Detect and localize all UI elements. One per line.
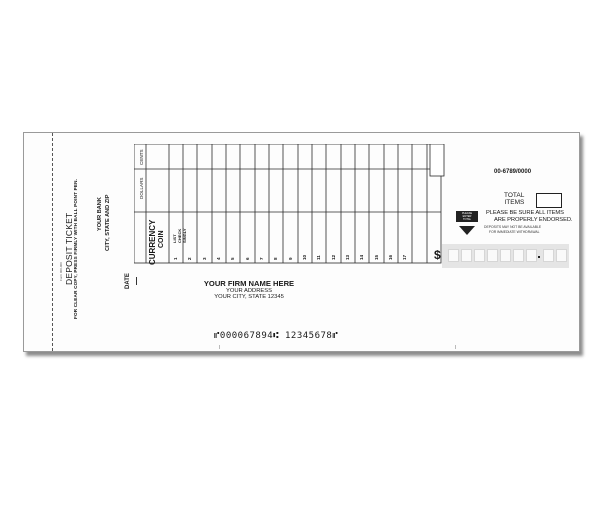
amount-digit-cell[interactable] bbox=[461, 249, 472, 262]
row-number: 12 bbox=[330, 254, 336, 260]
deposit-ticket bbox=[23, 132, 580, 352]
decimal-point bbox=[538, 256, 540, 258]
stub-title: DEPOSIT TICKET bbox=[64, 212, 74, 285]
perforation-line bbox=[52, 133, 53, 351]
registration-mark bbox=[219, 345, 220, 349]
amount-cents-cell[interactable] bbox=[543, 249, 554, 262]
dollars-label: DOLLARS bbox=[139, 177, 144, 199]
dollar-sign: $ bbox=[434, 248, 441, 262]
row-number: 5 bbox=[230, 257, 235, 260]
row-number: 9 bbox=[287, 257, 293, 260]
badge-line3: TOTAL bbox=[462, 218, 472, 221]
amount-cents-cell[interactable] bbox=[556, 249, 567, 262]
list-label-line2: CHECK bbox=[177, 228, 182, 243]
grid-lines bbox=[134, 144, 446, 274]
row-number: 3 bbox=[201, 257, 207, 260]
row-number: 16 bbox=[388, 254, 393, 260]
arrow-down-icon bbox=[456, 226, 478, 235]
badge-line1: PLEASE bbox=[461, 212, 473, 215]
cents-label: CENTS bbox=[139, 149, 144, 165]
list-label-line3: SINGLY bbox=[182, 228, 187, 243]
micr-line: ⑈000067894⑆ 12345678⑈ bbox=[214, 331, 339, 341]
amount-grid bbox=[134, 144, 446, 274]
routing-number: 00-6789/0000 bbox=[494, 169, 532, 175]
firm-city: YOUR CITY, STATE 12345 bbox=[214, 294, 284, 300]
firm-name: YOUR FIRM NAME HERE bbox=[203, 279, 295, 288]
amount-digit-cell[interactable] bbox=[448, 249, 459, 262]
firm-address: YOUR ADDRESS bbox=[225, 288, 273, 294]
row-number: 13 bbox=[345, 254, 350, 260]
badge-line2: ENTER bbox=[462, 215, 472, 218]
registration-mark bbox=[455, 345, 456, 349]
endorse-notice-line2: ARE PROPERLY ENDORSED. bbox=[494, 217, 573, 223]
withdrawal-notice-line1: DEPOSITS MAY NOT BE AVAILABLE bbox=[484, 225, 542, 229]
row-number: 10 bbox=[302, 254, 307, 260]
list-checks-label bbox=[172, 228, 187, 243]
row-number: 14 bbox=[359, 254, 364, 260]
row-number: 6 bbox=[244, 257, 250, 260]
row-number: 15 bbox=[373, 254, 379, 260]
amount-digit-cell[interactable] bbox=[513, 249, 524, 262]
badge-text bbox=[456, 211, 478, 222]
bank-city: CITY, STATE AND ZIP bbox=[105, 194, 111, 251]
row-number: 11 bbox=[316, 255, 321, 260]
amount-digit-cell[interactable] bbox=[474, 249, 485, 262]
bank-name: YOUR BANK bbox=[97, 197, 103, 231]
total-items-box[interactable] bbox=[536, 193, 562, 208]
row-number: 4 bbox=[216, 257, 221, 260]
amount-digit-cell[interactable] bbox=[487, 249, 498, 262]
coin-label: COIN bbox=[158, 230, 165, 248]
endorse-notice-line1: PLEASE BE SURE ALL ITEMS bbox=[486, 210, 564, 216]
stub-instructions: FOR CLEAR COPY, PRESS FIRMLY WITH BALL POINT PEN. bbox=[73, 178, 78, 319]
total-items-line2: ITEMS bbox=[504, 199, 525, 206]
amount-digit-cell[interactable] bbox=[526, 249, 537, 262]
enter-total-badge bbox=[456, 211, 478, 240]
stub-form-code: Form 000-000 bbox=[59, 262, 63, 281]
total-items-line1: TOTAL bbox=[504, 192, 525, 199]
list-label-line1: LIST bbox=[172, 234, 177, 243]
date-line bbox=[136, 277, 137, 285]
amount-digit-cell[interactable] bbox=[500, 249, 511, 262]
firm-info bbox=[169, 279, 329, 300]
row-number: 7 bbox=[259, 257, 264, 260]
row-number: 17 bbox=[402, 254, 407, 260]
total-items-label bbox=[504, 192, 524, 206]
row-number: 8 bbox=[273, 257, 278, 260]
row-number: 1 bbox=[173, 257, 178, 260]
withdrawal-notice-line2: FOR IMMEDIATE WITHDRAWAL bbox=[489, 230, 540, 234]
date-label: DATE bbox=[125, 273, 131, 289]
total-amount-field[interactable] bbox=[442, 244, 569, 268]
row-number: 2 bbox=[187, 257, 192, 260]
currency-label: CURRENCY bbox=[148, 219, 157, 265]
